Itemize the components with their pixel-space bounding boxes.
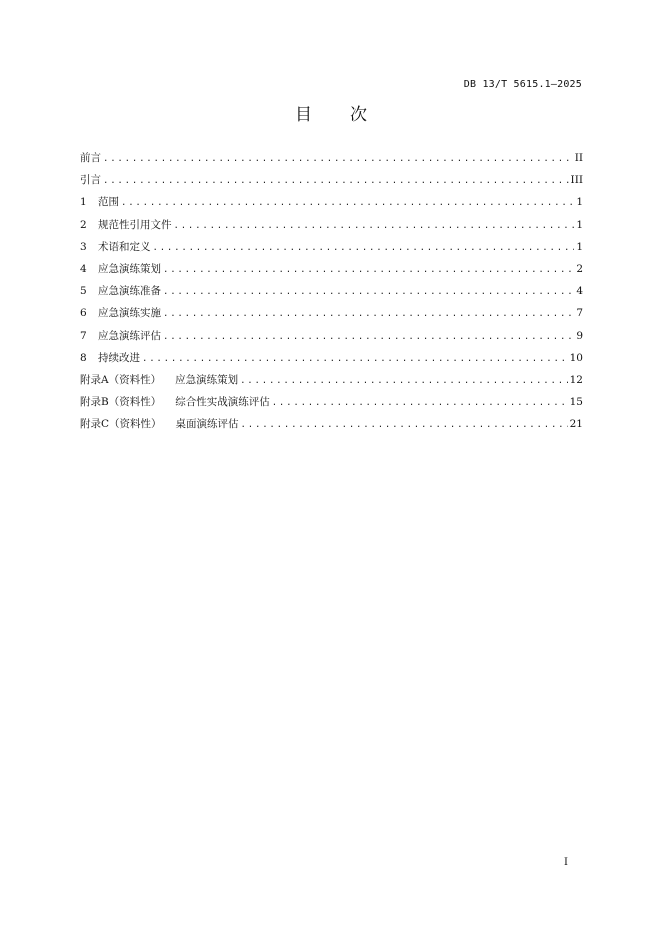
toc-entry-title: 应急演练实施 xyxy=(98,307,161,320)
toc-entry-number: 7 xyxy=(80,329,87,342)
toc-entry-label xyxy=(80,302,161,324)
toc-entry-title: 应急演练准备 xyxy=(98,285,161,298)
toc-entry[interactable] xyxy=(80,169,583,191)
toc-entry-title: 应急演练评估 xyxy=(98,329,161,342)
toc-entry-page: 12 xyxy=(569,373,583,386)
toc-dot-leader xyxy=(241,414,568,436)
toc-entry-annex: 附录B（资料性） xyxy=(80,396,162,409)
toc-entry-label xyxy=(80,391,270,413)
toc-dot-leader xyxy=(153,237,575,259)
toc-dot-leader xyxy=(240,370,568,392)
toc-entry-page: 9 xyxy=(576,329,583,342)
toc-entry-page: III xyxy=(570,174,583,187)
toc-entry-label xyxy=(80,147,101,169)
toc-dot-leader xyxy=(163,281,574,303)
toc-entry-number: 2 xyxy=(80,218,87,231)
toc-entry[interactable] xyxy=(80,258,583,280)
toc-entry[interactable] xyxy=(80,347,583,369)
toc-entry[interactable] xyxy=(80,214,583,236)
toc-entry-title: 范围 xyxy=(98,196,119,209)
toc-dot-leader xyxy=(121,192,574,214)
toc-dot-leader xyxy=(163,326,574,348)
toc-entry-title: 引言 xyxy=(80,174,101,187)
toc-entry-annex: 附录A（资料性） xyxy=(80,373,162,386)
toc-entry-number: 8 xyxy=(80,351,87,364)
toc-dot-leader xyxy=(103,148,573,170)
toc-dot-leader xyxy=(163,259,574,281)
toc-entry-page: 4 xyxy=(576,285,583,298)
toc-entry-title: 应急演练策划 xyxy=(175,373,239,386)
toc-entry[interactable] xyxy=(80,413,583,435)
toc-entry-number: 3 xyxy=(80,240,87,253)
toc-entry[interactable] xyxy=(80,391,583,413)
toc-entry[interactable] xyxy=(80,325,583,347)
toc-dot-leader xyxy=(174,215,575,237)
toc-dot-leader xyxy=(272,392,568,414)
toc-entry[interactable] xyxy=(80,236,583,258)
toc-entry-title: 术语和定义 xyxy=(98,240,151,253)
toc-entry-page: 21 xyxy=(569,418,583,431)
toc-entry-page: 10 xyxy=(569,351,583,364)
toc-entry-label xyxy=(80,347,140,369)
page-number: I xyxy=(564,857,568,868)
toc-entry[interactable] xyxy=(80,369,583,391)
toc-entry-label xyxy=(80,236,151,258)
toc-entry-title: 综合性实战演练评估 xyxy=(175,396,270,409)
toc-entry-label xyxy=(80,413,239,435)
document-header-id: DB 13/T 5615.1—2025 xyxy=(463,79,582,90)
toc-entry-label xyxy=(80,169,101,191)
toc-entry-page: 7 xyxy=(576,307,583,320)
toc-entry-label xyxy=(80,191,119,213)
toc-entry-page: II xyxy=(574,152,583,164)
toc-list xyxy=(80,147,583,435)
toc-entry-label xyxy=(80,280,161,302)
toc-entry-annex: 附录C（资料性） xyxy=(80,418,162,431)
toc-entry-title: 桌面演练评估 xyxy=(175,418,239,431)
toc-entry-page: 15 xyxy=(569,396,583,409)
toc-entry-label xyxy=(80,214,172,236)
toc-entry-title: 规范性引用文件 xyxy=(98,218,172,231)
toc-entry-label xyxy=(80,325,161,347)
toc-entry-title: 前言 xyxy=(80,152,101,164)
toc-entry-label xyxy=(80,258,161,280)
toc-entry-number: 4 xyxy=(80,262,87,275)
toc-entry[interactable] xyxy=(80,280,583,302)
toc-entry[interactable] xyxy=(80,191,583,213)
toc-entry-title: 持续改进 xyxy=(98,351,140,364)
toc-entry-number: 1 xyxy=(80,196,87,209)
toc-entry-label xyxy=(80,369,238,391)
toc-entry-number: 6 xyxy=(80,307,87,320)
toc-entry[interactable] xyxy=(80,147,583,169)
toc-entry-page: 1 xyxy=(576,218,583,231)
toc-entry[interactable] xyxy=(80,302,583,324)
toc-dot-leader xyxy=(163,303,574,325)
toc-entry-page: 1 xyxy=(576,240,583,253)
toc-entry-page: 2 xyxy=(576,262,583,275)
toc-entry-page: 1 xyxy=(576,196,583,209)
toc-dot-leader xyxy=(103,170,569,192)
toc-entry-title: 应急演练策划 xyxy=(98,262,161,275)
toc-entry-number: 5 xyxy=(80,285,87,298)
toc-dot-leader xyxy=(142,348,568,370)
toc-heading: 目次 xyxy=(295,105,405,125)
